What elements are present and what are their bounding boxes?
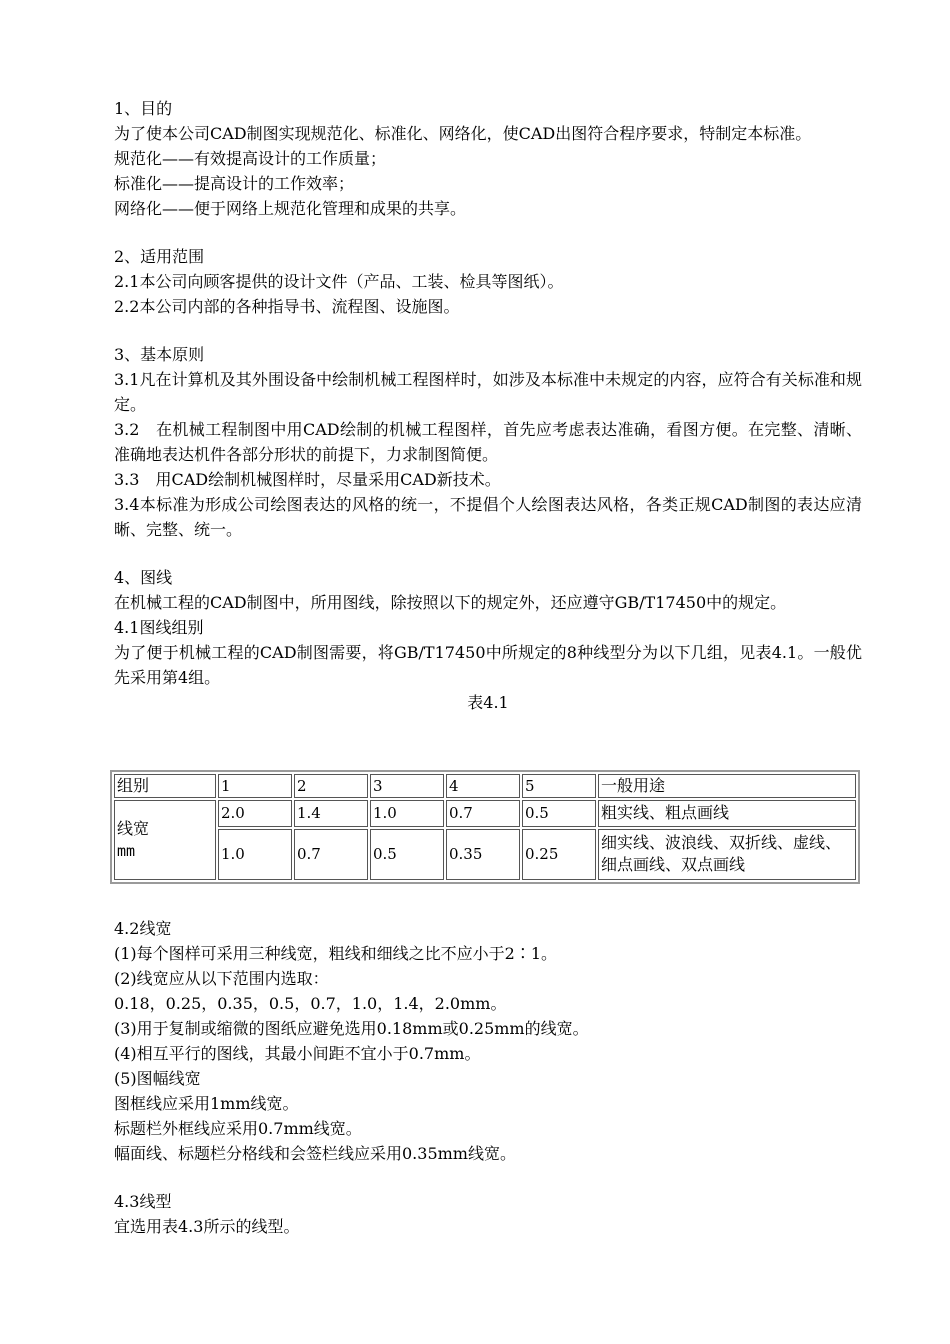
document-body: [114, 96, 862, 715]
table-header-cell: 3: [370, 774, 444, 798]
section-4-1-title: 4.1图线组别: [114, 618, 204, 637]
row-label-line-2: mm: [117, 842, 136, 860]
section-4-2-item-7: 图框线应采用1mm线宽。: [114, 1094, 299, 1113]
section-3-item-1: 3.1凡在计算机及其外围设备中绘制机械工程图样时，如涉及本标准中未规定的内容，应符合有关标准和规定。: [114, 370, 862, 414]
table-cell: 0.25: [522, 829, 596, 880]
table-cell: 1.0: [218, 829, 292, 880]
section-4-2-item-5: (4)相互平行的图线，其最小间距不宜小于0.7mm。: [114, 1044, 481, 1063]
row-label-cell: [114, 800, 216, 880]
table-header-cell: 一般用途: [598, 774, 856, 798]
section-4-2-item-8: 标题栏外框线应采用0.7mm线宽。: [114, 1119, 362, 1138]
table-row: [114, 800, 856, 827]
section-1-item-3: 网络化——便于网络上规范化管理和成果的共享。: [114, 199, 467, 218]
table-cell: 0.35: [446, 829, 520, 880]
table-cell: 0.5: [522, 800, 596, 827]
section-1-title: 1、目的: [114, 99, 173, 118]
section-4-1-paragraph: 为了便于机械工程的CAD制图需要，将GB/T17450中所规定的8种线型分为以下几组，见表4.1。一般优先采用第4组。: [114, 643, 862, 687]
table-header-cell: 5: [522, 774, 596, 798]
section-2-item-2: 2.2本公司内部的各种指导书、流程图、设施图。: [114, 297, 460, 316]
section-4-2-item-9: 幅面线、标题栏分格线和会签栏线应采用0.35mm线宽。: [114, 1144, 516, 1163]
table-cell: 0.5: [370, 829, 444, 880]
section-1-item-1: 规范化——有效提高设计的工作质量；: [114, 149, 387, 168]
section-3-item-2: 3.2 在机械工程制图中用CAD绘制的机械工程图样，首先应考虑表达准确，看图方便。在完整、清晰、准确地表达机件各部分形状的前提下，力求制图简便。: [114, 420, 862, 464]
table-cell: 0.7: [294, 829, 368, 880]
table-header-cell: 组别: [114, 774, 216, 798]
row-label-line-1: 线宽: [117, 819, 150, 838]
table-caption: 表4.1: [467, 693, 509, 712]
table-cell: 粗实线、粗点画线: [598, 800, 856, 827]
table-header-cell: 4: [446, 774, 520, 798]
section-4-2-title: 4.2线宽: [114, 919, 172, 938]
section-4-paragraph: 在机械工程的CAD制图中，所用图线，除按照以下的规定外，还应遵守GB/T17450中的规定。: [114, 593, 787, 612]
table-header-cell: 1: [218, 774, 292, 798]
table-cell: 2.0: [218, 800, 292, 827]
section-4-2-item-1: (1)每个图样可采用三种线宽，粗线和细线之比不应小于2∶1。: [114, 944, 558, 963]
section-1-item-2: 标准化——提高设计的工作效率；: [114, 174, 355, 193]
section-3-item-4: 3.4本标准为形成公司绘图表达的风格的统一，不提倡个人绘图表达风格，各类正规CAD制图的表达应清晰、完整、统一。: [114, 495, 862, 539]
section-2-title: 2、适用范围: [114, 247, 205, 266]
table-cell: 1.0: [370, 800, 444, 827]
table-cell: 0.7: [446, 800, 520, 827]
table-cell: 细实线、波浪线、双折线、虚线、细点画线、双点画线: [598, 829, 856, 880]
section-4-title: 4、图线: [114, 568, 173, 587]
section-4-3-title: 4.3线型: [114, 1192, 172, 1211]
table-cell: 1.4: [294, 800, 368, 827]
section-1-paragraph: 为了使本公司CAD制图实现规范化、标准化、网络化，使CAD出图符合程序要求，特制定本标准。: [114, 124, 812, 143]
section-4-2-item-2: (2)线宽应从以下范围内选取：: [114, 969, 329, 988]
section-4-3-item-1: 宜选用表4.3所示的线型。: [114, 1217, 300, 1236]
section-4-2-item-4: (3)用于复制或缩微的图纸应避免选用0.18mm或0.25mm的线宽。: [114, 1019, 589, 1038]
section-2-item-1: 2.1本公司向顾客提供的设计文件（产品、工装、检具等图纸）。: [114, 272, 564, 291]
line-group-table: [110, 770, 860, 884]
table-row: [114, 829, 856, 880]
section-3-item-3: 3.3 用CAD绘制机械图样时，尽量采用CAD新技术。: [114, 470, 501, 489]
table-header-row: [114, 774, 856, 798]
section-3-title: 3、基本原则: [114, 345, 205, 364]
section-4-2-item-3: 0.18，0.25，0.35，0.5，0.7，1.0，1.4，2.0mm。: [114, 994, 507, 1013]
table-header-cell: 2: [294, 774, 368, 798]
document-body-lower: [114, 916, 862, 1239]
section-4-2-item-6: (5)图幅线宽: [114, 1069, 201, 1088]
